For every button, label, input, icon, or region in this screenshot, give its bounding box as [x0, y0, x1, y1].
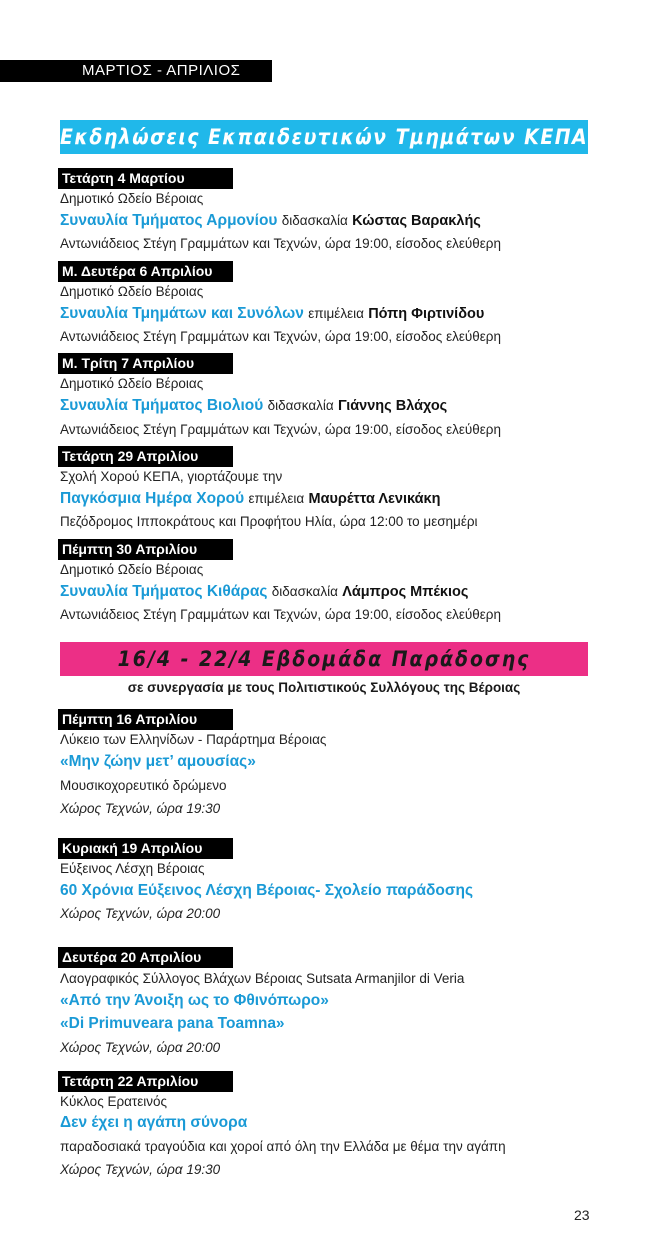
- event-date: Δευτέρα 20 Απριλίου: [58, 947, 233, 968]
- event-title: Συναυλία Τμήματος Κιθάρας: [60, 583, 268, 600]
- section1-title: Εκδηλώσεις Εκπαιδευτικών Τμημάτων ΚΕΠΑ: [60, 120, 588, 154]
- event-venue: Δημοτικό Ωδείο Βέροιας: [60, 562, 204, 577]
- event-location: Χώρος Τεχνών, ώρα 20:00: [60, 1040, 221, 1055]
- event-title: Παγκόσμια Ημέρα Χορού: [60, 490, 245, 507]
- event-person: Κώστας Βαρακλής: [352, 213, 481, 229]
- event-venue: Δημοτικό Ωδείο Βέροιας: [60, 376, 204, 391]
- event-title: Συναυλία Τμήματος Βιολιού: [60, 397, 264, 414]
- page-number: 23: [574, 1207, 590, 1223]
- event-role: διδασκαλία: [267, 398, 334, 413]
- event-description: παραδοσιακά τραγούδια και χοροί από όλη την Ελλάδα με θέμα την αγάπη: [60, 1139, 506, 1154]
- event-location: Πεζόδρομος Ιπποκράτους και Προφήτου Ηλία, ώρα 12:00 το μεσημέρι: [60, 514, 478, 529]
- event-location: Χώρος Τεχνών, ώρα 19:30: [60, 801, 221, 816]
- event-location: Χώρος Τεχνών, ώρα 20:00: [60, 906, 221, 921]
- event-date: Κυριακή 19 Απριλίου: [58, 838, 233, 859]
- event-role: επιμέλεια: [248, 491, 305, 506]
- event-title-row: [60, 992, 329, 1010]
- event-title-row: [60, 583, 468, 601]
- event-person: Γιάννης Βλάχος: [337, 398, 448, 414]
- event-date: Πέμπτη 16 Απριλίου: [58, 709, 233, 730]
- event-title: «Από την Άνοιξη ως το Φθινόπωρο»: [60, 992, 329, 1009]
- event-date: Τετάρτη 29 Απριλίου: [58, 446, 233, 467]
- event-venue: Εύξεινος Λέσχη Βέροιας: [60, 861, 205, 876]
- event-location: Αντωνιάδειος Στέγη Γραμμάτων και Τεχνών, ώρα 19:00, είσοδος ελεύθερη: [60, 422, 501, 437]
- event-venue: Δημοτικό Ωδείο Βέροιας: [60, 284, 204, 299]
- event-venue: Κύκλος Ερατεινός: [60, 1094, 168, 1109]
- event-date: Τετάρτη 22 Απριλίου: [58, 1071, 233, 1092]
- event-date: Μ. Τρίτη 7 Απριλίου: [58, 353, 233, 374]
- event-person: Λάμπρος Μπέκιος: [342, 584, 469, 600]
- month-header-band: [0, 60, 272, 82]
- event-title-row: [60, 212, 481, 230]
- event-date: Πέμπτη 30 Απριλίου: [58, 539, 233, 560]
- event-role: διδασκαλία: [281, 213, 348, 228]
- event-title-row: [60, 305, 484, 323]
- event-location: Αντωνιάδειος Στέγη Γραμμάτων και Τεχνών, ώρα 19:00, είσοδος ελεύθερη: [60, 236, 501, 251]
- event-title-alt: «Di Primuveara pana Toamna»: [60, 1015, 285, 1032]
- event-venue: Λαογραφικός Σύλλογος Βλάχων Βέροιας Sutsata Armanjilor di Veria: [60, 971, 465, 986]
- event-description: Μουσικοχορευτικό δρώμενο: [60, 778, 227, 793]
- event-location: Αντωνιάδειος Στέγη Γραμμάτων και Τεχνών, ώρα 19:00, είσοδος ελεύθερη: [60, 329, 501, 344]
- event-title-row: [60, 753, 256, 771]
- event-title-row: [60, 1114, 247, 1132]
- event-venue: Δημοτικό Ωδείο Βέροιας: [60, 191, 204, 206]
- event-title-row: [60, 397, 447, 415]
- event-title: Δεν έχει η αγάπη σύνορα: [60, 1114, 248, 1131]
- event-venue: Λύκειο των Ελληνίδων - Παράρτημα Βέροιας: [60, 732, 327, 747]
- event-title: 60 Χρόνια Εύξεινος Λέσχη Βέροιας- Σχολείο παράδοσης: [60, 882, 474, 899]
- event-title-row: [60, 1015, 285, 1033]
- event-title: «Μην ζώην μετ’ αμουσίας»: [60, 753, 256, 770]
- event-role: επιμέλεια: [308, 306, 364, 321]
- month-header: ΜΑΡΤΙΟΣ - ΑΠΡΙΛΙΟΣ: [82, 62, 241, 79]
- event-title-row: [60, 882, 473, 900]
- section2-title: 16/4 - 22/4 Εβδομάδα Παράδοσης: [60, 642, 588, 676]
- event-person: Μαυρέττα Λενικάκη: [308, 491, 441, 507]
- event-date: Τετάρτη 4 Μαρτίου: [58, 168, 233, 189]
- event-date: Μ. Δευτέρα 6 Απριλίου: [58, 261, 233, 282]
- event-role: διδασκαλία: [271, 584, 338, 599]
- section2-subtitle: σε συνεργασία με τους Πολιτιστικούς Συλλόγους της Βέροιας: [127, 680, 521, 695]
- event-title: Συναυλία Τμήματος Αρμονίου: [60, 212, 278, 229]
- event-title: Συναυλία Τμημάτων και Συνόλων: [60, 305, 304, 322]
- event-location: Χώρος Τεχνών, ώρα 19:30: [60, 1162, 221, 1177]
- event-venue: Σχολή Χορού ΚΕΠΑ, γιορτάζουμε την: [60, 469, 283, 484]
- event-location: Αντωνιάδειος Στέγη Γραμμάτων και Τεχνών, ώρα 19:00, είσοδος ελεύθερη: [60, 607, 501, 622]
- event-person: Πόπη Φιρτινίδου: [368, 306, 485, 322]
- event-title-row: [60, 490, 440, 508]
